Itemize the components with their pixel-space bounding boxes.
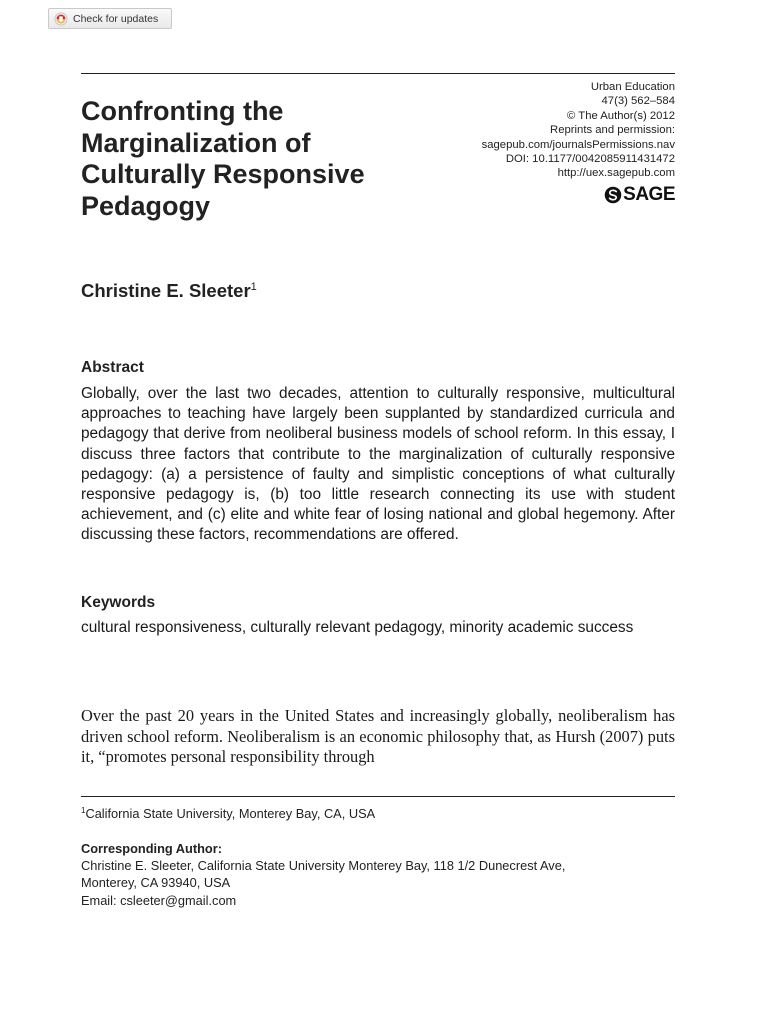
publisher-wordmark: SAGE (623, 184, 675, 205)
update-badge-icon (54, 12, 68, 26)
journal-name: Urban Education (590, 81, 675, 93)
corresponding-address: Christine E. Sleeter, California State University Monterey Bay, 118 1/2 Dunecrest Ave, (81, 858, 566, 874)
corresponding-email[interactable]: Email: csleeter@gmail.com (81, 892, 237, 908)
abstract-text: Globally, over the last two decades, attention to culturally responsive, multicultural approaches to teaching have largely been supplanted by standardized curricula and pedagogy that derive from neoliberal business models of school reform. In this essay, I discuss three factors that contribute to the marginalization of culturally responsive pedagogy: (a) a persistence of faulty and simplistic conceptions of what culturally responsive pedagogy is, (b) too little research connecting its use with student achievement, and (c) elite and white fear of losing national and global hegemony. After discussing these factors, recommendations are offered. (81, 385, 675, 544)
doi[interactable]: DOI: 10.1177/0042085911431472 (505, 153, 675, 166)
title-line: Marginalization of (81, 127, 311, 158)
body-paragraph: Over the past 20 years in the United States and increasingly globally, neoliberalism has driven school reform. Neoliberalism is an economic philosophy that, as Hursh (2007) puts it, “promotes personal responsibility through (81, 706, 675, 766)
reprints-label: Reprints and permission: (550, 124, 675, 137)
check-for-updates-label: Check for updates (73, 12, 159, 25)
corresponding-label: Corresponding Author: (81, 841, 222, 856)
sage-logo (604, 184, 675, 206)
keywords-heading: Keywords (81, 594, 156, 611)
corresponding-city: Monterey, CA 93940, USA (81, 875, 231, 891)
title-line: Confronting the (81, 96, 284, 126)
journal-site-link[interactable]: http://uex.sagepub.com (557, 167, 675, 180)
corresponding-author (81, 840, 565, 909)
volume-pages: 47(3) 562–584 (601, 95, 675, 108)
affiliation-footnote (81, 806, 375, 821)
affiliation-marker: 1 (81, 806, 86, 815)
author-affiliation-marker: 1 (250, 281, 257, 293)
author-name (81, 280, 257, 302)
affiliation-text: California State University, Monterey Bay, CA, USA (85, 806, 376, 821)
author-name-text: Christine E. Sleeter (81, 280, 251, 301)
journal-metadata (415, 80, 675, 181)
sage-emblem-icon (604, 186, 622, 204)
title-line: Pedagogy (81, 190, 211, 221)
header-rule (81, 73, 675, 74)
check-for-updates-button[interactable] (48, 8, 172, 29)
abstract-heading: Abstract (81, 359, 144, 376)
keywords-text: cultural responsiveness, culturally relevant pedagogy, minority academic success (81, 619, 634, 636)
article-title (81, 96, 441, 222)
title-line: Culturally Responsive (81, 159, 365, 189)
footnote-rule (81, 796, 675, 797)
copyright: © The Author(s) 2012 (567, 109, 675, 122)
permissions-link[interactable]: sagepub.com/journalsPermissions.nav (481, 138, 675, 151)
